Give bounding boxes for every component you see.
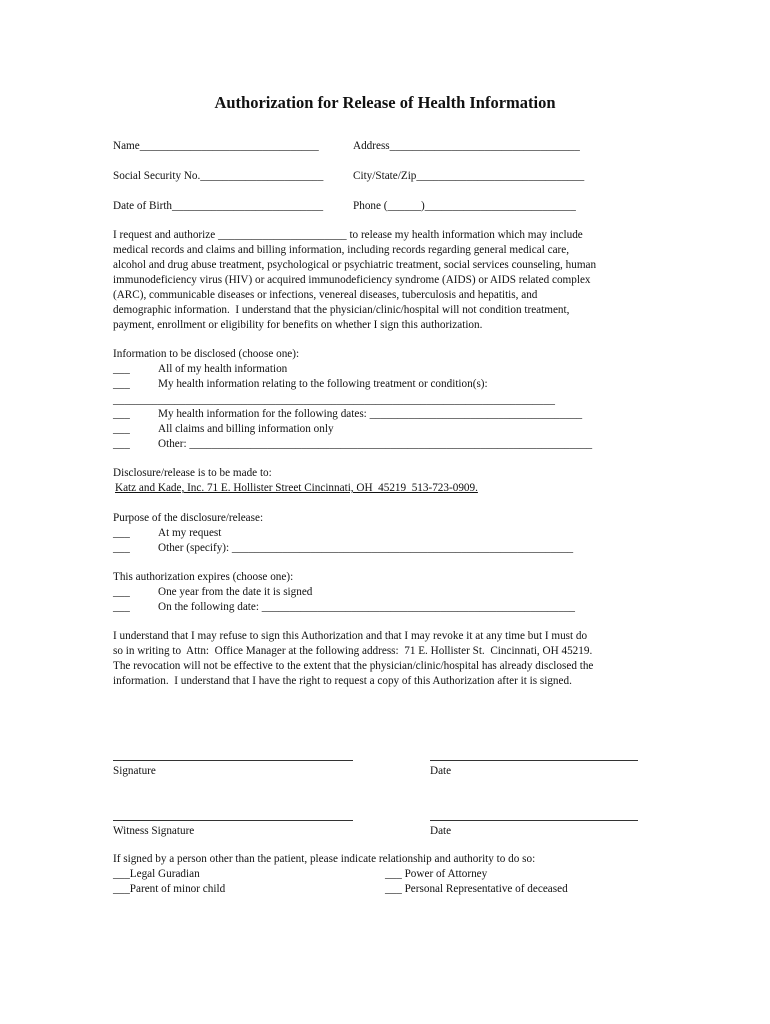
disclosure-heading: Disclosure/release is to be made to: xyxy=(113,467,272,479)
request-line: medical records and claims and billing information, including records regarding general medical care, xyxy=(113,244,570,256)
request-line: demographic information. I understand that the physician/clinic/hospital will not condition treatment, xyxy=(113,304,570,316)
witness-date-label: Date xyxy=(430,825,452,837)
disclosure-recipient: Katz and Kade, Inc. 71 E. Hollister Street Cincinnati, OH 45219 513-723-0909. xyxy=(115,482,478,494)
checkbox-blank[interactable]: ___ xyxy=(113,586,130,598)
checkbox-blank[interactable]: ___ xyxy=(113,378,130,390)
option-one-year: One year from the date it is signed xyxy=(158,586,313,598)
request-line: immunodeficiency virus (HIV) or acquired immunodeficiency syndrome (AIDS) or AIDS related complex xyxy=(113,274,591,286)
option-legal-guardian[interactable]: ___Legal Guradian xyxy=(113,868,200,880)
revoke-line: information. I understand that I have the right to request a copy of this Authorization after it is signed. xyxy=(113,675,572,687)
request-line: (ARC), communicable diseases or infections, venereal diseases, tuberculosis and hepatitis, and xyxy=(113,289,538,301)
purpose-heading: Purpose of the disclosure/release: xyxy=(113,512,264,524)
option-all-health-info: All of my health information xyxy=(158,363,288,375)
witness-signature-line[interactable] xyxy=(113,820,353,821)
checkbox-blank[interactable]: ___ xyxy=(113,527,130,539)
date-label: Date xyxy=(430,765,452,777)
option-parent-of-minor[interactable]: ___Parent of minor child xyxy=(113,883,226,895)
request-line: payment, enrollment or eligibility for benefits on whether I sign this authorization. xyxy=(113,319,483,331)
checkbox-blank[interactable]: ___ xyxy=(113,408,130,420)
checkbox-blank[interactable]: ___ xyxy=(113,423,130,435)
option-dates[interactable]: My health information for the following dates: ______________________________________ xyxy=(158,408,583,420)
request-paragraph xyxy=(113,228,661,333)
revoke-line: The revocation will not be effective to the extent that the physician/clinic/hospital has already disclosed the xyxy=(113,660,594,672)
dob-field[interactable]: Date of Birth___________________________ xyxy=(113,200,324,212)
info-disclosed-heading: Information to be disclosed (choose one): xyxy=(113,348,300,360)
option-other[interactable]: Other: ________________________________________________________________________ xyxy=(158,438,593,450)
revoke-line: I understand that I may refuse to sign this Authorization and that I may revoke it at any time but I must do xyxy=(113,630,588,642)
checkbox-blank[interactable]: ___ xyxy=(113,363,130,375)
option-at-my-request: At my request xyxy=(158,527,222,539)
form-title: Authorization for Release of Health Information xyxy=(214,93,556,112)
option-power-of-attorney[interactable]: ___ Power of Attorney xyxy=(385,868,488,880)
name-field[interactable]: Name________________________________ xyxy=(113,140,319,152)
witness-signature-label: Witness Signature xyxy=(113,825,195,837)
request-line: I request and authorize _______________________ to release my health information which may include xyxy=(113,229,583,241)
expires-heading: This authorization expires (choose one): xyxy=(113,571,294,583)
address-field[interactable]: Address__________________________________ xyxy=(353,140,580,152)
ssn-field[interactable]: Social Security No.______________________ xyxy=(113,170,324,182)
request-line: alcohol and drug abuse treatment, psychological or psychiatric treatment, social services counseling, human xyxy=(113,259,597,271)
revoke-paragraph xyxy=(113,629,661,689)
option-claims: All claims and billing information only xyxy=(158,423,334,435)
checkbox-blank[interactable]: ___ xyxy=(113,601,130,613)
relationship-heading: If signed by a person other than the patient, please indicate relationship and authority to do so: xyxy=(113,853,536,865)
checkbox-blank[interactable]: ___ xyxy=(113,438,130,450)
revoke-line: so in writing to Attn: Office Manager at the following address: 71 E. Hollister St. Cincinnati, OH 45219. xyxy=(113,645,593,657)
treatment-line[interactable]: _______________________________________________________________________________ xyxy=(113,394,555,406)
signature-line[interactable] xyxy=(113,760,353,761)
checkbox-blank[interactable]: ___ xyxy=(113,542,130,554)
option-other-specify[interactable]: Other (specify): _____________________________________________________________ xyxy=(158,542,574,554)
signature-label: Signature xyxy=(113,765,156,777)
option-personal-representative[interactable]: ___ Personal Representative of deceased xyxy=(385,883,568,895)
witness-date-line[interactable] xyxy=(430,820,638,821)
option-treatment: My health information relating to the following treatment or condition(s): xyxy=(158,378,488,390)
date-line[interactable] xyxy=(430,760,638,761)
city-state-zip-field[interactable]: City/State/Zip______________________________ xyxy=(353,170,585,182)
option-following-date[interactable]: On the following date: ________________________________________________________ xyxy=(158,601,576,613)
phone-field[interactable]: Phone (______)___________________________ xyxy=(353,200,576,212)
